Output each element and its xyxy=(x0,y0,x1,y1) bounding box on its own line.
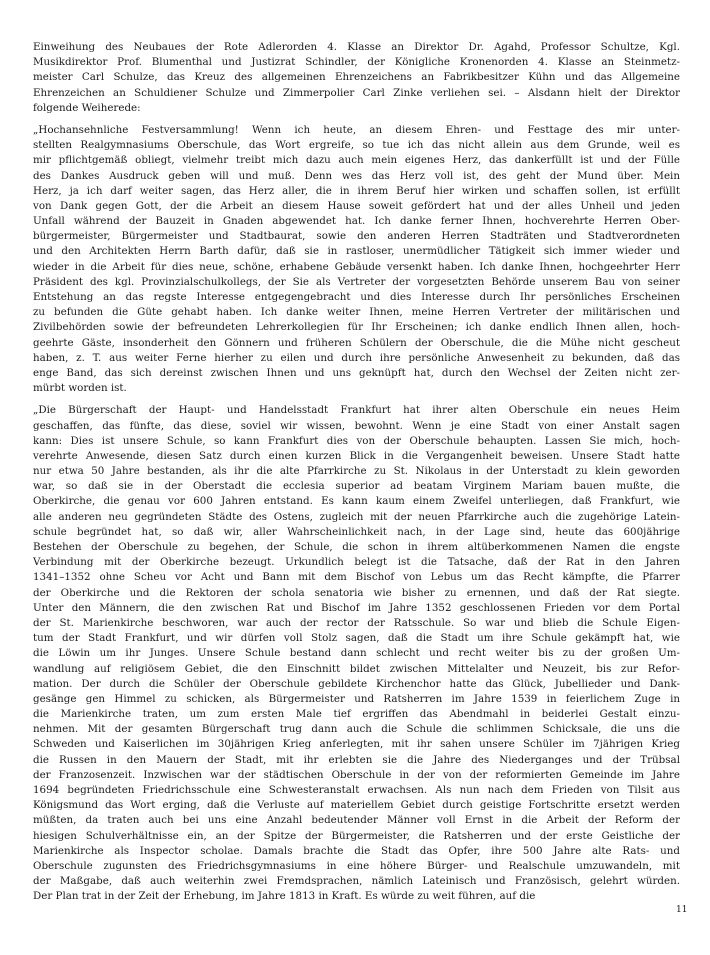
text-line: und den Architekten Herrn Barth dafür, daß sie in rastloser, unermüdlicher Tätigkeit sich immer wieder und xyxy=(33,245,680,258)
text-line: die Russen in den Mauern der Stadt, mit ihr erlebten sie die Jahre des Niederganges und der Trübsal xyxy=(33,753,680,766)
text-line: Präsident des kgl. Provinzialschulkollegs, der Sie als Vertreter der vorgesetzten Behörde unserem Bau von seiner xyxy=(33,275,680,288)
text-line: Marienkirche als Inspector scholae. Damals brachte die Stadt das Opfer, ihre 500 Jahre alte Rats- und xyxy=(33,844,680,857)
text-line: geschaffen, das fünfte, das diese, soviel wir wissen, bewohnt. Wenn je eine Stadt von einer Anstalt sagen xyxy=(33,419,680,432)
text-line: wandlung auf religiösem Gebiet, die den Einschnitt bildet zwischen Mittelalter und Neuzeit, bis zur Refor- xyxy=(33,662,680,675)
text-line: müßten, da traten auch bei uns eine Anzahl bedeutender Männer voll Ernst in die Arbeit der Reform der xyxy=(33,814,680,827)
text-line: Zivilbehörden sowie der befreundeten Lehrerkollegien für Ihr Erscheinen; ich danke endlich Ihnen allen, hoch- xyxy=(33,321,680,334)
text-line: Entstehung an das regste Interesse entgegengebracht und dies Interesse durch Ihr persönliches Erscheinen xyxy=(33,291,680,303)
paragraph xyxy=(33,123,680,396)
text-line: Oberschule zugunsten des Friedrichsgymnasiums in eine höhere Bürger- und Realschule umzuwandeln, mit xyxy=(33,859,680,872)
text-line: des Dankes Ausdruck geben will und muß. Denn wes das Herz voll ist, des geht der Mund über. Mein xyxy=(33,169,680,182)
text-line: die Löwin um ihr Junges. Unsere Schule bestand dann schlecht und recht weiter bis zu der großen Um- xyxy=(33,647,680,660)
text-line: der Oberkirche und die Rektoren der schola senatoria wie bisher zu ernennen, und daß der Rat siegte. xyxy=(33,586,680,599)
text-line: gesänge gen Himmel zu schicken, als Bürgermeister und Ratsherren im Jahre 1539 in feierlichem Zuge in xyxy=(33,692,680,705)
text-line: Unter den Männern, die den zwischen Rat und Bischof im Jahre 1352 geschlossenen Frieden vor dem Portal xyxy=(33,601,680,614)
text-line: Bestehen der Oberschule zu begehen, der Schule, die schon in ihrem altüberkommenen Namen die engste xyxy=(33,541,680,553)
text-line: mation. Der durch die Schüler der Oberschule gebildete Kirchenchor hatte das Glück, Jubellieder und Dank- xyxy=(33,677,680,690)
text-line: nur etwa 50 Jahre bestanden, als ihr die alte Pfarrkirche zu St. Nikolaus in der Unterstadt zu klein geworden xyxy=(33,465,680,478)
text-line: Königsmund das Wort erging, daß die Verluste auf materiellem Gebiet durch geistige Fortschritte ersetzt werden xyxy=(33,799,680,812)
text-line: Ehrenzeichen an Schuldiener Schulze und Zimmerpolier Carl Zinke verliehen sei. – Alsdann hielt der Direktor xyxy=(33,86,680,99)
text-line: folgende Weiherede: xyxy=(33,101,141,114)
page-number: 11 xyxy=(676,905,688,915)
text-line: „Hochansehnliche Festversammlung! Wenn ich heute, an diesem Ehren- und Festtage des mir unter- xyxy=(33,123,680,136)
text-line: wieder in die Arbeit für dies neue, schöne, erhabene Gebäude versenkt haben. Ich danke Ihnen, hochgeehrter Herr xyxy=(33,260,680,273)
text-line: Der Plan trat in der Zeit der Erhebung, im Jahre 1813 in Kraft. Es würde zu weit führen, auf die xyxy=(33,890,536,903)
text-line: enge Band, das sich dereinst zwischen Ihnen und uns geknüpft hat, durch den Wechsel der Zeiten nicht zer- xyxy=(33,366,680,379)
text-line: war, so daß sie in der Oberstadt die ecclesia superior ad beatam Virginem Mariam bauen mußte, die xyxy=(33,480,680,493)
text-line: zu befunden die Güte gehabt haben. Ich danke weiter Ihnen, meine Herren Vertreter der militärischen und xyxy=(33,306,680,319)
text-line: stellten Realgymnasiums Oberschule, das Wort ergreife, so tue ich das nicht allein aus dem Grunde, weil es xyxy=(33,139,680,152)
text-line: der Maßgabe, daß auch weiterhin zwei Fremdsprachen, nämlich Lateinisch und Französisch, gelehrt würden. xyxy=(33,875,680,888)
text-line: schule begründet hat, so daß wir, aller Wahrscheinlichkeit nach, in der Lage sind, heute das 600jährige xyxy=(33,525,680,538)
paragraph xyxy=(33,40,680,116)
text-line: tum der Stadt Frankfurt, und wir dürfen voll Stolz sagen, daß die Stadt um ihre Schule gekämpft hat, wie xyxy=(33,632,680,645)
text-line: bürgermeister, Bürgermeister und Stadtbaurat, sowie den anderen Herren Stadträten und Stadtverordneten xyxy=(33,230,680,243)
text-line: Unfall während der Bauzeit in Gnaden abgewendet hat. Ich danke ferner Ihnen, hochverehrte Herren Ober- xyxy=(33,215,680,228)
text-line: kann: Dies ist unsere Schule, so kann Frankfurt dies von der Oberschule behaupten. Lassen Sie mich, hoch- xyxy=(33,434,680,447)
paragraph xyxy=(33,403,680,904)
text-line: Verbindung mit der Oberkirche bezeugt. Urkundlich belegt ist die Tatsache, daß der Rat in den Jahren xyxy=(33,556,680,569)
text-line: Herz, ja ich darf weiter sagen, das Herz aller, die in ihrem Beruf hier wirken und schaffen sollen, ist erfüllt xyxy=(33,184,680,197)
text-line: Musikdirektor Prof. Blumenthal und Justizrat Schindler, der Königliche Kronenorden 4. Klasse an Steinmetz- xyxy=(33,56,680,69)
text-line: mürbt worden ist. xyxy=(33,382,127,395)
text-line: mir pflichtgemäß obliegt, vielmehr treibt mich dazu auch mein eigenes Herz, das dankerfüllt ist und der Fülle xyxy=(33,154,680,167)
text-line: die Marienkirche traten, um zum ersten Male tief ergriffen das Abendmahl in beiderlei Gestalt einzu- xyxy=(33,708,680,721)
text-line: der Franzosenzeit. Inzwischen war der städtischen Oberschule in der von der reformierten Gemeinde im Jahre xyxy=(33,768,680,781)
text-line: verehrte Anwesende, diesen Satz durch einen kurzen Blick in die Vergangenheit beweisen. Unsere Stadt hatte xyxy=(33,449,680,462)
text-line: 1341–1352 ohne Scheu vor Acht und Bann mit dem Bischof von Lebus um das Recht kämpfte, die Pfarrer xyxy=(33,571,680,584)
text-line: haben, z. T. aus weiter Ferne hierher zu eilen und durch ihre persönliche Anwesenheit zu bekunden, daß das xyxy=(33,351,680,364)
text-line: Schweden und Kaiserlichen im 30jährigen Krieg anferlegten, mit ihr sahen unsere Schüler im 7jährigen Krieg xyxy=(33,738,680,751)
document-page xyxy=(33,40,680,905)
text-line: hiesigen Schulverhältnisse ein, an der Spitze der Bürgermeister, die Ratsherren und der erste Geistliche der xyxy=(33,829,680,842)
text-line: Oberkirche, die genau vor 600 Jahren entstand. Es kann kaum einem Zweifel unterliegen, daß Frankfurt, wie xyxy=(33,495,680,508)
text-line: 1694 begründeten Friedrichsschule eine Schwesteranstalt erwachsen. Als nun nach dem Frieden von Tilsit aus xyxy=(33,784,680,796)
text-line: „Die Bürgerschaft der Haupt- und Handelsstadt Frankfurt hat ihrer alten Oberschule ein neues Heim xyxy=(33,404,680,417)
text-line: der St. Marienkirche beschworen, war auch der rector der Ratsschule. So war und blieb die Schule Eigen- xyxy=(33,616,680,629)
text-line: Einweihung des Neubaues der Rote Adlerorden 4. Klasse an Direktor Dr. Agahd, Professor Schultze, Kgl. xyxy=(33,41,680,53)
text-line: geehrte Gäste, insonderheit den Gönnern und früheren Schülern der Oberschule, die die Mühe nicht gescheut xyxy=(33,336,680,349)
text-line: von Dank gegen Gott, der die Arbeit an diesem Hause soweit gefördert hat und der alles Unheil und jeden xyxy=(33,199,680,212)
text-line: nehmen. Mit der gesamten Bürgerschaft trug dann auch die Schule die schlimmen Schicksale, die uns die xyxy=(33,723,680,736)
text-line: alle anderen neu gegründeten Städte des Ostens, zugleich mit der neuen Pfarrkirche auch die zugehörige Latein- xyxy=(33,510,680,523)
text-line: meister Carl Schulze, das Kreuz des allgemeinen Ehrenzeichens an Fabrikbesitzer Kühn und das Allgemeine xyxy=(33,71,680,84)
